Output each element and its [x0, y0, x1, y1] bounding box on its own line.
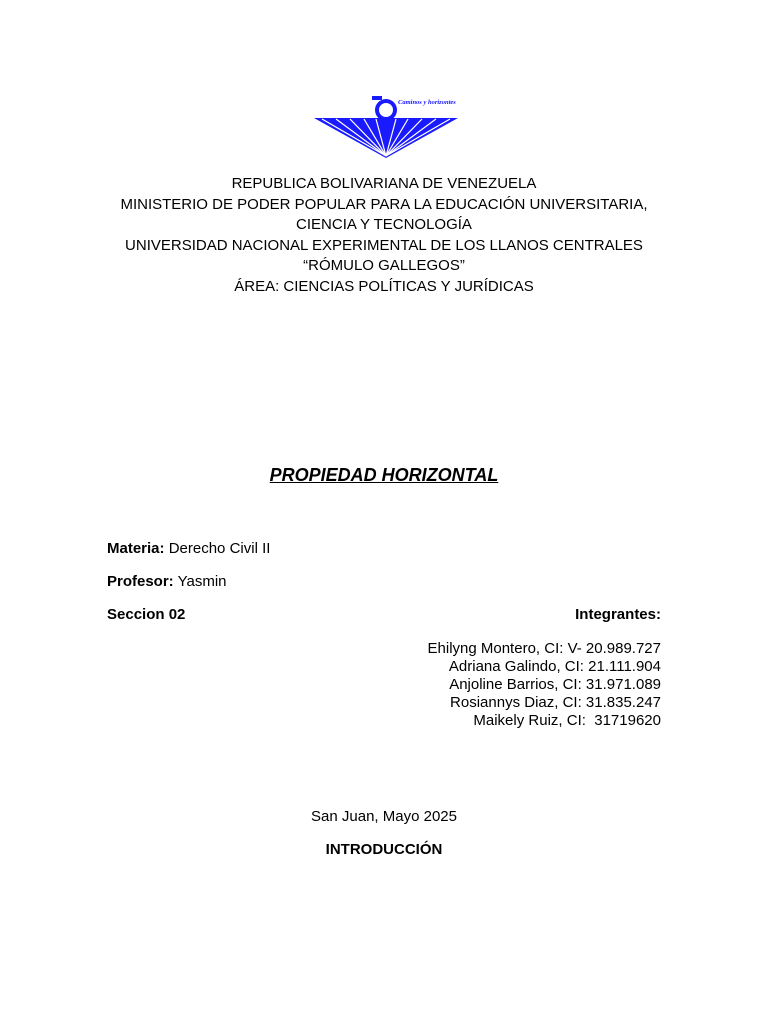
profesor-field: [107, 573, 227, 590]
members-list: [428, 640, 661, 730]
header-line: “RÓMULO GALLEGOS”: [303, 257, 465, 275]
list-item: Maikely Ruiz, CI: 31719620: [473, 712, 661, 729]
header-line: UNIVERSIDAD NACIONAL EXPERIMENTAL DE LOS LLANOS CENTRALES: [125, 236, 643, 254]
document-title: PROPIEDAD HORIZONTAL: [269, 465, 499, 485]
institution-header: [100, 174, 668, 298]
list-item: Anjoline Barrios, CI: 31.971.089: [449, 676, 661, 693]
materia-value: Derecho Civil II: [168, 540, 271, 557]
list-item: Ehilyng Montero, CI: V- 20.989.727: [427, 640, 661, 657]
header-line: ÁREA: CIENCIAS POLÍTICAS Y JURÍDICAS: [234, 277, 534, 295]
header-line: REPUBLICA BOLIVARIANA DE VENEZUELA: [231, 175, 537, 192]
header-line: MINISTERIO DE PODER POPULAR PARA LA EDUCACIÓN UNIVERSITARIA,: [120, 195, 648, 213]
header-line: CIENCIA Y TECNOLOGÍA: [296, 216, 472, 234]
logo-text: Caminos y horizontes: [398, 99, 456, 106]
university-logo: [312, 92, 460, 160]
profesor-label: Profesor:: [107, 573, 174, 590]
place-date: San Juan, Mayo 2025: [311, 808, 457, 825]
introduction-heading: INTRODUCCIÓN: [325, 841, 443, 858]
integrantes-label: Integrantes:: [575, 606, 661, 623]
seccion-label: Seccion 02: [107, 606, 186, 623]
logo-wing-shape: [314, 118, 458, 158]
list-item: Rosiannys Diaz, CI: 31.835.247: [450, 694, 661, 711]
materia-label: Materia:: [107, 540, 165, 557]
materia-field: [107, 540, 270, 557]
profesor-value: Yasmin: [177, 573, 227, 590]
list-item: Adriana Galindo, CI: 21.111.904: [448, 658, 661, 675]
